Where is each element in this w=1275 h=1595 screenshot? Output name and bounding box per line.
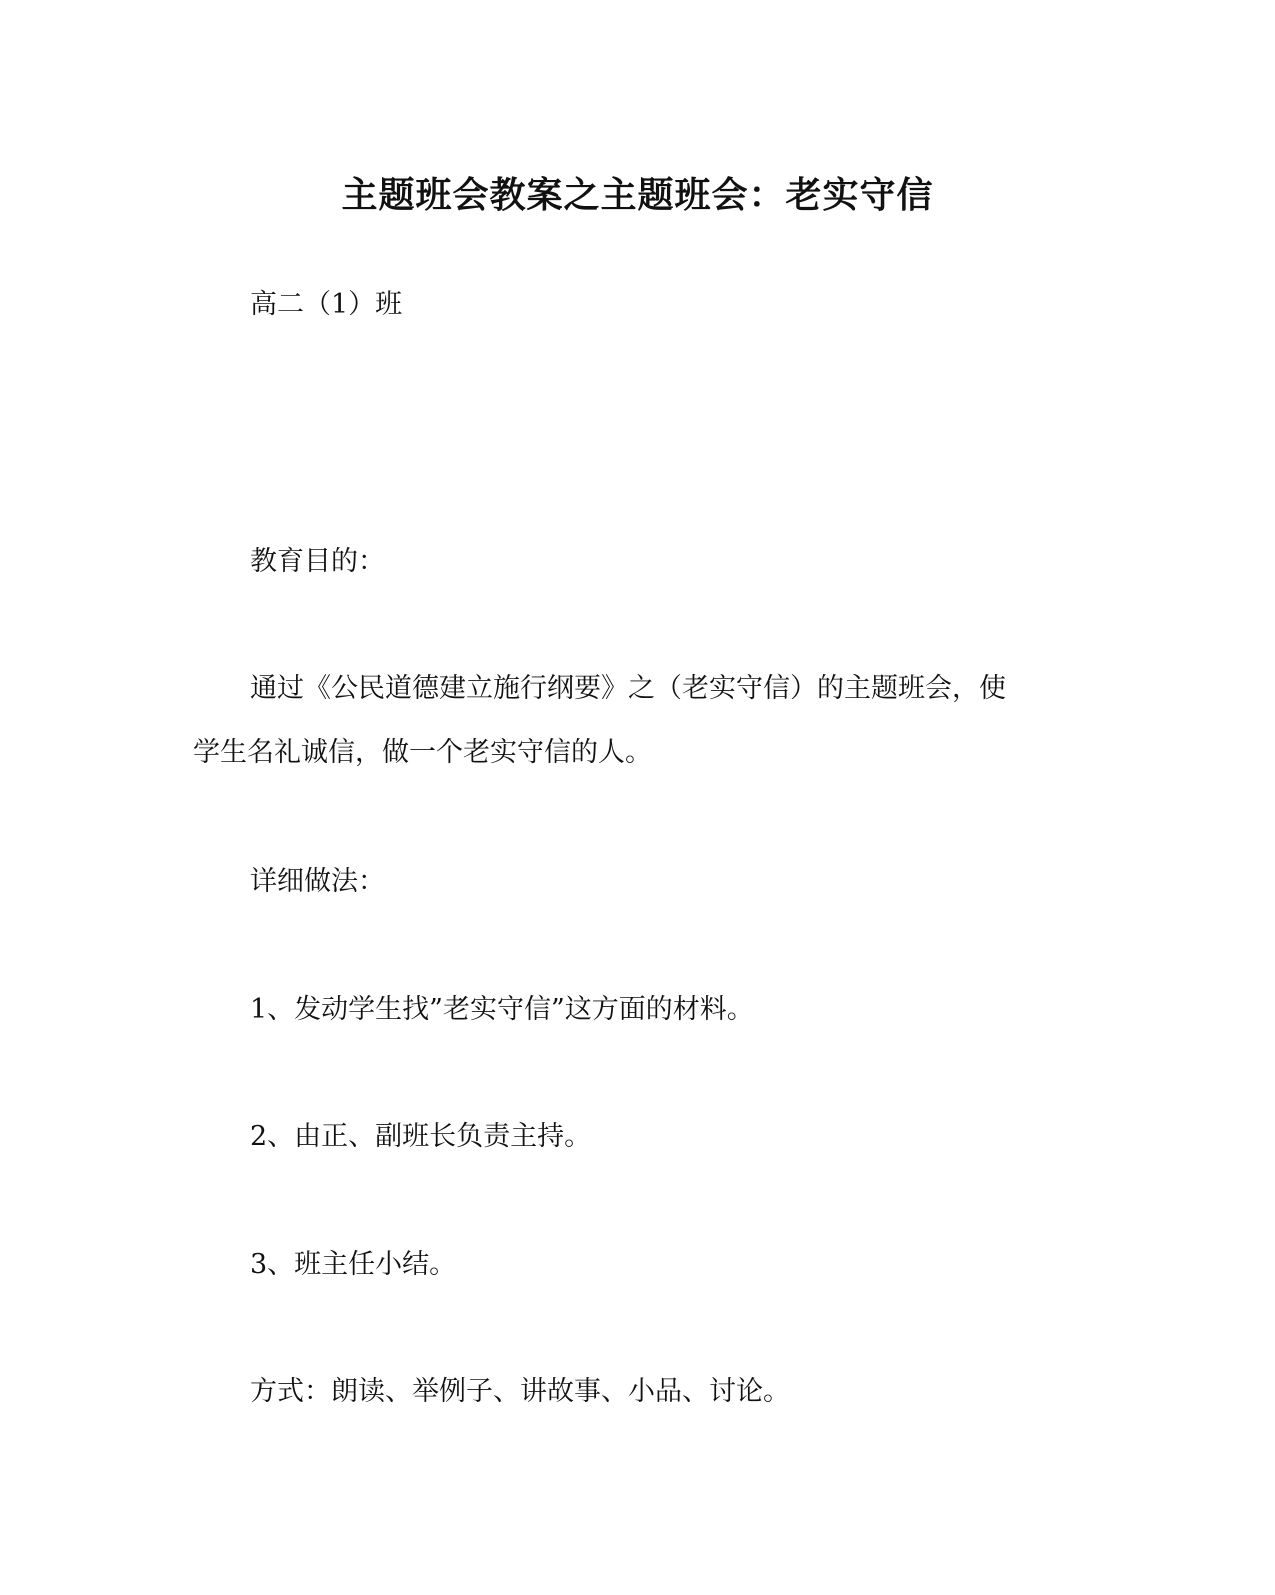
class-name: 高二（1）班 bbox=[250, 289, 403, 320]
format-line: 方式：朗读、举例子、讲故事、小品、讨论。 bbox=[250, 1376, 790, 1407]
step-item: 1、发动学生找”老实守信”这方面的材料。 bbox=[250, 994, 754, 1025]
purpose-text-line-1: 通过《公民道德建立施行纲要》之（老实守信）的主题班会，使 bbox=[250, 673, 1006, 704]
purpose-text-line-2: 学生名礼诚信，做一个老实守信的人。 bbox=[193, 737, 652, 768]
document-title: 主题班会教案之主题班会：老实守信 bbox=[341, 174, 934, 216]
purpose-heading: 教育目的： bbox=[250, 546, 385, 577]
step-item: 3、班主任小结。 bbox=[250, 1249, 457, 1280]
method-heading: 详细做法： bbox=[250, 866, 385, 897]
step-item: 2、由正、副班长负责主持。 bbox=[250, 1121, 592, 1152]
